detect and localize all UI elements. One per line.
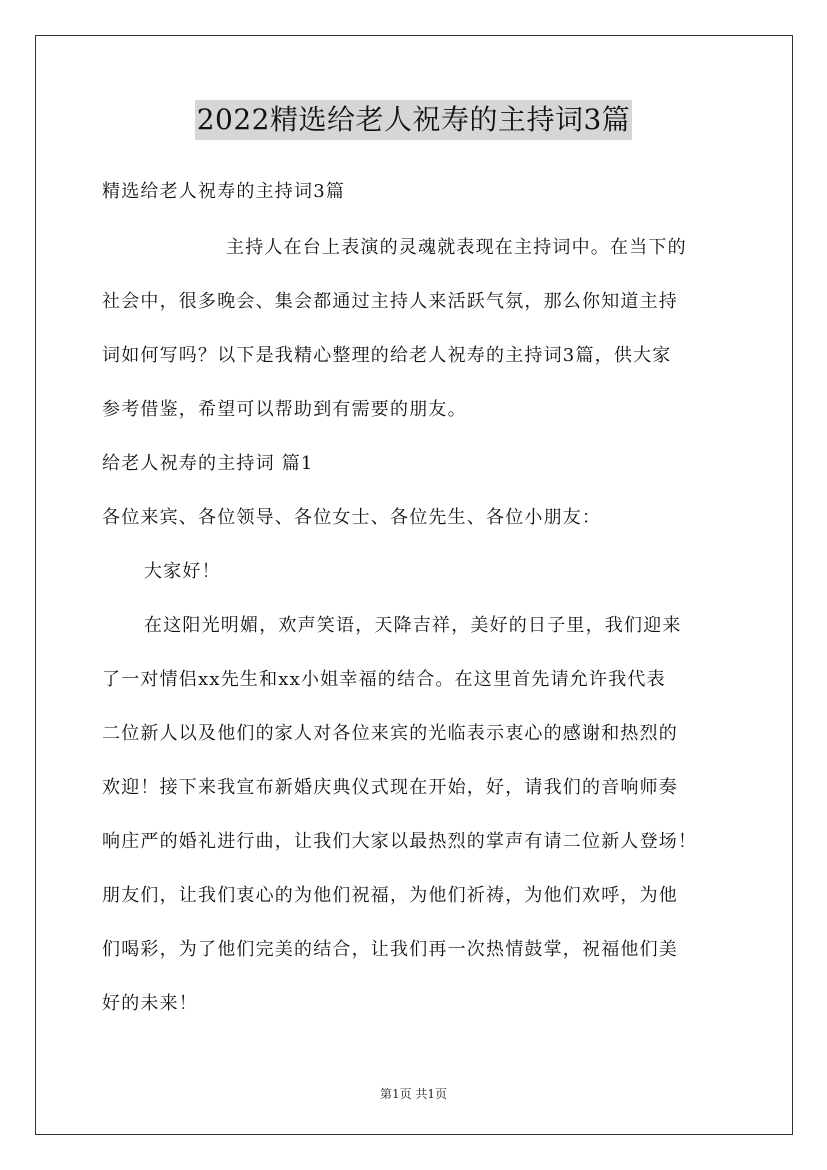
title-container xyxy=(0,100,827,140)
paragraph-line: 二位新人以及他们的家人对各位来宾的光临表示衷心的感谢和热烈的 xyxy=(102,723,678,744)
paragraph-line: 欢迎！接下来我宣布新婚庆典仪式现在开始，好，请我们的音响师奏 xyxy=(102,777,678,798)
paragraph-line: 大家好！ xyxy=(144,561,221,582)
paragraph-line: 主持人在台上表演的灵魂就表现在主持词中。在当下的 xyxy=(226,237,687,258)
paragraph-line: 社会中，很多晚会、集会都通过主持人来活跃气氛，那么你知道主持 xyxy=(102,291,678,312)
paragraph-line: 响庄严的婚礼进行曲，让我们大家以最热烈的掌声有请二位新人登场！ xyxy=(102,831,698,852)
document-title: 2022精选给老人祝寿的主持词3篇 xyxy=(195,100,633,140)
paragraph-line: 在这阳光明媚，欢声笑语，天降吉祥，美好的日子里，我们迎来 xyxy=(144,615,682,636)
paragraph-line: 词如何写吗？以下是我精心整理的给老人祝寿的主持词3篇，供大家 xyxy=(102,345,672,366)
paragraph-line: 们喝彩，为了他们完美的结合，让我们再一次热情鼓掌，祝福他们美 xyxy=(102,939,678,960)
subtitle-line: 精选给老人祝寿的主持词3篇 xyxy=(102,181,346,202)
paragraph-line: 参考借鉴，希望可以帮助到有需要的朋友。 xyxy=(102,399,467,420)
paragraph-line: 朋友们，让我们衷心的为他们祝福，为他们祈祷，为他们欢呼，为他 xyxy=(102,885,678,906)
page-footer: 第1页 共1页 xyxy=(379,1087,448,1101)
section-heading: 给老人祝寿的主持词 篇1 xyxy=(102,453,314,474)
paragraph-line: 好的未来！ xyxy=(102,993,198,1014)
paragraph-line: 了一对情侣xx先生和xx小姐幸福的结合。在这里首先请允许我代表 xyxy=(102,669,666,690)
greeting-line: 各位来宾、各位领导、各位女士、各位先生、各位小朋友： xyxy=(102,507,602,528)
